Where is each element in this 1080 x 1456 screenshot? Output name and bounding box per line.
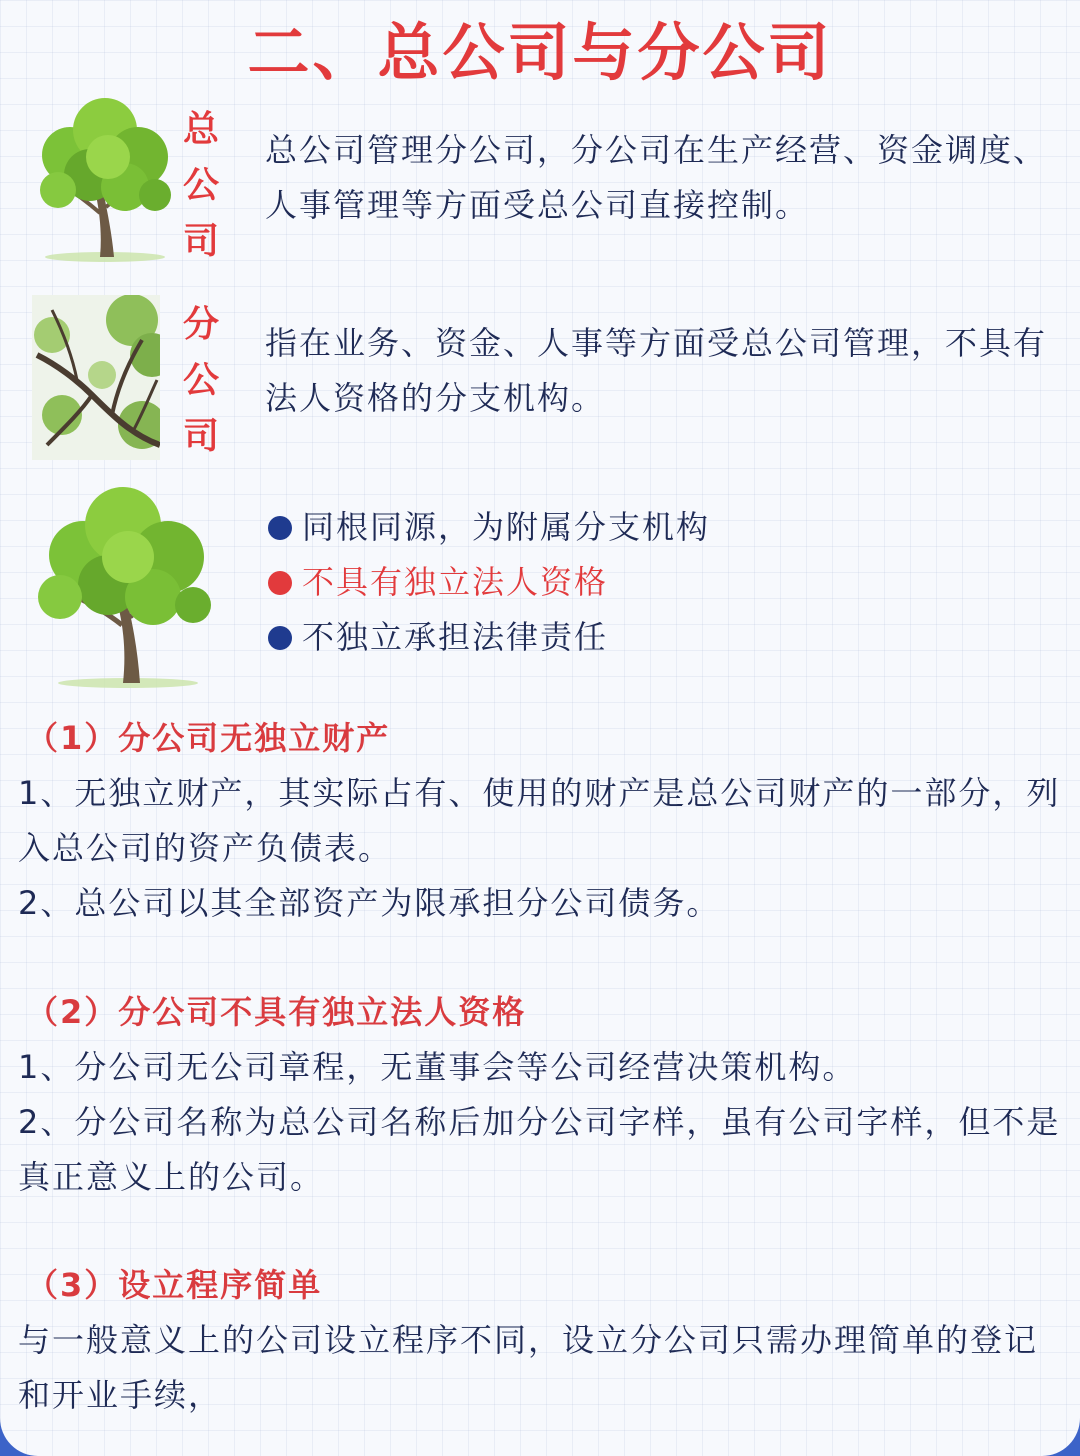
branch-vertical-label — [176, 297, 226, 465]
tree-icon — [28, 485, 213, 690]
tree-icon — [30, 95, 175, 265]
list-item — [268, 500, 1028, 555]
list-item — [268, 555, 1028, 610]
head-office-vertical-label — [176, 102, 226, 270]
section-body — [18, 766, 1063, 931]
label-char: 公 — [182, 360, 219, 401]
paragraph: 与一般意义上的公司设立程序不同，设立分公司只需办理简单的登记和开业手续， — [18, 1321, 1039, 1414]
section-heading: （2）分公司不具有独立法人资格 — [26, 993, 527, 1031]
label-char: 司 — [182, 416, 219, 457]
branch-description: 指在业务、资金、人事等方面受总公司管理，不具有法人资格的分支机构。 — [265, 324, 1048, 417]
bullet-list — [268, 500, 1028, 665]
bullet-dot-icon — [268, 626, 292, 650]
section-body — [18, 1313, 1063, 1423]
list-item — [268, 610, 1028, 665]
bullet-text: 不独立承担法律责任 — [302, 618, 609, 656]
bullet-text: 不具有独立法人资格 — [302, 563, 609, 601]
label-char: 总 — [182, 109, 219, 150]
section-heading: （1）分公司无独立财产 — [26, 719, 391, 757]
paragraph: 1、分公司无公司章程，无董事会等公司经营决策机构。 — [18, 1048, 857, 1086]
label-char: 司 — [182, 221, 219, 262]
page-title: 二、总公司与分公司 — [247, 16, 833, 89]
section-body — [18, 1040, 1063, 1205]
bullet-dot-icon — [268, 516, 292, 540]
paragraph: 2、总公司以其全部资产为限承担分公司债务。 — [18, 884, 721, 922]
tree-branch-icon — [32, 295, 160, 460]
bullet-text: 同根同源，为附属分支机构 — [302, 508, 711, 546]
paragraph: 2、分公司名称为总公司名称后加分公司字样，虽有公司字样，但不是真正意义上的公司。 — [18, 1103, 1061, 1196]
label-char: 公 — [182, 165, 219, 206]
head-office-description: 总公司管理分公司，分公司在生产经营、资金调度、人事管理等方面受总公司直接控制。 — [265, 131, 1048, 224]
section-heading: （3）设立程序简单 — [26, 1266, 323, 1304]
paragraph: 1、无独立财产，其实际占有、使用的财产是总公司财产的一部分，列入总公司的资产负债表。 — [18, 774, 1061, 867]
label-char: 分 — [182, 304, 219, 345]
bullet-dot-icon — [268, 571, 292, 595]
